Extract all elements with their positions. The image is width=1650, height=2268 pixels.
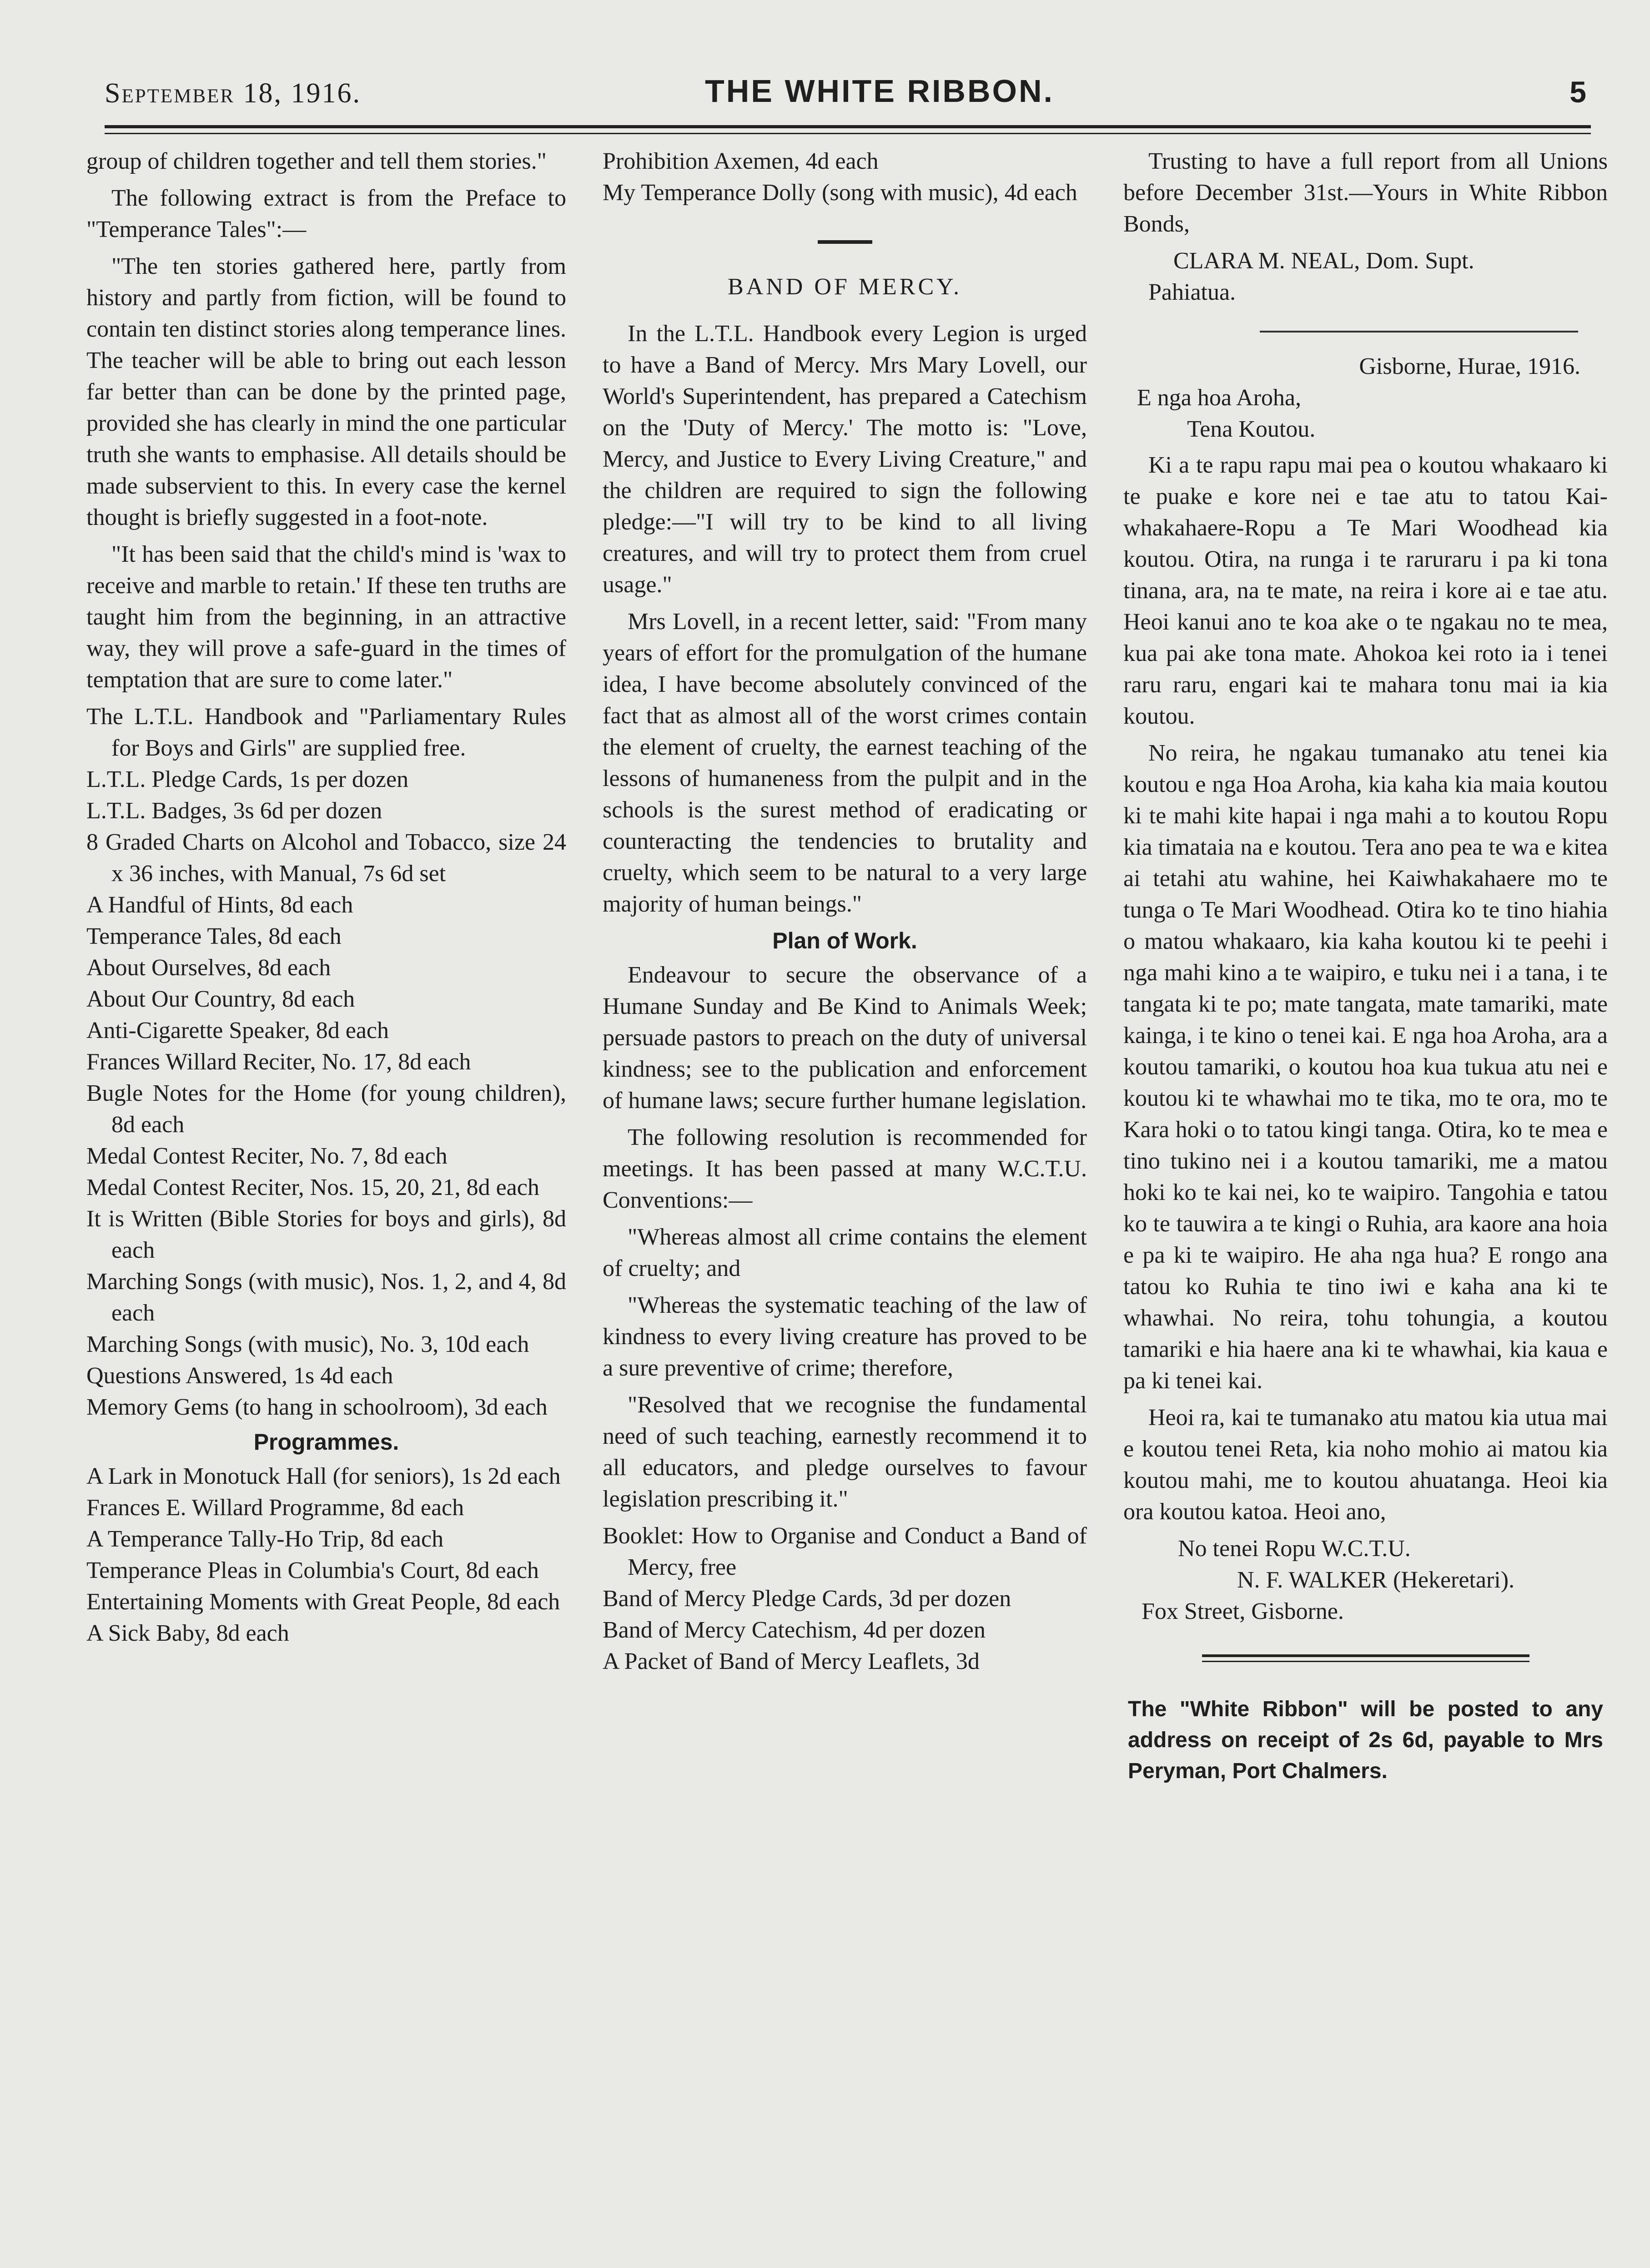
paragraph: "Whereas the systematic teaching of the law of kindness to every living creature has proved to be a sure preventive of crime; therefore, — [603, 1292, 1087, 1381]
paragraph: Mrs Lovell, in a recent letter, said: "From many years of effort for the promulgation of the humane idea, I have become absolutely convinced of the fact that as almost all of the worst crimes contain the element of cruelty, the earnest teaching of the lessons of humaneness from the pulpit and in the schools is the surest method of eradicating or counteracting the tendencies to brutality and cruelty, which seem to be natural to a very large majority of human beings." — [603, 609, 1087, 917]
signature-line: No tenei Ropu W.C.T.U. — [1178, 1536, 1411, 1562]
masthead-title: THE WHITE RIBBON. — [705, 73, 1054, 109]
paragraph: "Resolved that we recognise the fundamental need of such teaching, earnestly recommend it to all educators, and pledge ourselves to favour legislation prescribing it." — [603, 1392, 1087, 1512]
page-header — [105, 68, 1591, 123]
letter-greeting: E nga hoa Aroha, — [1137, 385, 1302, 411]
list-item: Marching Songs (with music), No. 3, 10d each — [86, 1331, 529, 1357]
list-item: L.T.L. Pledge Cards, 1s per dozen — [86, 766, 409, 792]
paragraph: "It has been said that the child's mind is 'wax to receive and marble to retain.' If these ten truths are taught him from the beginning, in an attractive way, they will prove a safe-guard in the times of temptation that are sure to come later." — [86, 541, 566, 693]
notice-divider — [1202, 1654, 1529, 1662]
paragraph: The following extract is from the Preface to "Temperance Tales":— — [86, 185, 566, 242]
signature-name: CLARA M. NEAL, Dom. Supt. — [1173, 248, 1474, 274]
paragraph: "The ten stories gathered here, partly from history and partly from fiction, will be found to contain ten distinct stories along temperance lines. The teacher will be able to bring out each lesson far better than can be done by the printed page, provided she has clearly in mind the one particular truth she wants to emphasise. All details should be made subservient to this. In every case the kernel thought is briefly suggested in a foot-note. — [86, 253, 566, 530]
section-divider — [1260, 331, 1578, 333]
list-item: A Handful of Hints, 8d each — [86, 892, 353, 918]
subscription-notice: The "White Ribbon" will be posted to any address on receipt of 2s 6d, payable to Mrs Peryman, Port Chalmers. — [1128, 1697, 1603, 1783]
paragraph: Trusting to have a full report from all Unions before December 31st.—Yours in White Ribbon Bonds, — [1123, 148, 1608, 237]
header-rule — [105, 125, 1591, 134]
paragraph: The following resolution is recommended for meetings. It has been passed at many W.C.T.U. Conventions:— — [603, 1124, 1087, 1213]
price-list — [86, 701, 566, 1423]
list-item: Questions Answered, 1s 4d each — [86, 1363, 393, 1389]
list-item: A Packet of Band of Mercy Leaflets, 3d — [603, 1648, 980, 1674]
paragraph: Endeavour to secure the observance of a Humane Sunday and Be Kind to Animals Week; persuade pastors to preach on the duty of universal kindness; see to the publication and enforcement of humane laws; secure further humane legislation. — [603, 962, 1087, 1114]
list-item: Frances Willard Reciter, No. 17, 8d each — [86, 1049, 471, 1075]
list-item: It is Written (Bible Stories for boys and girls), 8d each — [86, 1206, 566, 1263]
list-item: Anti-Cigarette Speaker, 8d each — [86, 1018, 389, 1043]
signature-place: Pahiatua. — [1148, 279, 1236, 305]
list-item: Memory Gems (to hang in schoolroom), 3d each — [86, 1394, 548, 1420]
list-item: A Lark in Monotuck Hall (for seniors), 1s 2d each — [86, 1463, 561, 1489]
list-item: Medal Contest Reciter, Nos. 15, 20, 21, 8d each — [86, 1174, 539, 1200]
list-item: My Temperance Dolly (song with music), 4d each — [603, 180, 1077, 206]
list-item: Band of Mercy Pledge Cards, 3d per dozen — [603, 1586, 1011, 1612]
list-item: About Our Country, 8d each — [86, 986, 355, 1012]
page-number: 5 — [1570, 75, 1586, 109]
list-item: About Ourselves, 8d each — [86, 955, 331, 981]
list-item: Prohibition Axemen, 4d each — [603, 148, 879, 174]
letter-greeting: Tena Koutou. — [1187, 416, 1316, 442]
paragraph: In the L.T.L. Handbook every Legion is urged to have a Band of Mercy. Mrs Mary Lovell, our World's Superintendent, has prepared a Catechism on the 'Duty of Mercy.' The motto is: "Love, Mercy, and Justice to Every Living Creature," and the children are required to sign the following pledge:—"I will try to be kind to all living creatures, and will try to protect them from cruel usage." — [603, 321, 1087, 598]
letter-dateline: Gisborne, Hurae, 1916. — [1359, 353, 1580, 379]
list-item: Bugle Notes for the Home (for young children), 8d each — [86, 1080, 566, 1138]
section-heading-programmes: Programmes. — [253, 1429, 399, 1455]
list-item: A Temperance Tally-Ho Trip, 8d each — [86, 1526, 444, 1552]
list-item: Temperance Pleas in Columbia's Court, 8d each — [86, 1557, 539, 1583]
section-heading-band-of-mercy: BAND OF MERCY. — [727, 274, 962, 300]
column-middle — [603, 146, 1087, 1677]
programmes-list — [86, 1461, 566, 1649]
list-item: Booklet: How to Organise and Conduct a Band of Mercy, free — [603, 1523, 1087, 1580]
list-item: Temperance Tales, 8d each — [86, 923, 342, 949]
paragraph: group of children together and tell them stories." — [86, 148, 547, 174]
list-item: Band of Mercy Catechism, 4d per dozen — [603, 1617, 986, 1643]
column-right — [1123, 146, 1608, 1787]
issue-date: September 18, 1916. — [105, 78, 362, 109]
paragraph: Heoi ra, kai te tumanako atu matou kia utua mai e koutou tenei Reta, kia noho mohio ai matou kia koutou mahi, me to koutou ahuatanga. Heoi kia ora koutou katoa. Heoi ano, — [1123, 1405, 1608, 1525]
list-item: Marching Songs (with music), Nos. 1, 2, and 4, 8d each — [86, 1269, 566, 1326]
paragraph: "Whereas almost all crime contains the element of cruelty; and — [603, 1224, 1087, 1281]
list-item: The L.T.L. Handbook and "Parliamentary Rules for Boys and Girls" are supplied free. — [86, 704, 566, 761]
section-heading-plan-of-work: Plan of Work. — [772, 928, 917, 953]
paragraph: No reira, he ngakau tumanako atu tenei kia koutou e nga Hoa Aroha, kia kaha kia maia koutou ki te mahi kite hapai i nga mahi a to koutou Ropu kia timataia na e koutou. Tera ano pea te wa e kitea ai tetahi atu wahine, hei Kaiwhakahaere mo te tunga o Te Mari Woodhead. Otira ko te tino hiahia o matou whakaaro, kia kaha koutou ki te peehi i nga mahi kino a te waipiro, e tuku nei i a tana, i te tangata ki te po; mate tangata, mate tamariki, mate kainga, i te kino o tenei kai. E nga hoa Aroha, ara a koutou tamariki, o koutou hoa kua tukua atu nei e koutou ki te whawhai mo te tika, mo te ora, mo te Kara hoki o to tatou kingi tanga. Otira, ko te mea e tino tukino nei i a koutou tamariki, me a matou hoki ko te kai nei, ko te waipiro. Tangohia e tatou ko te tauwira a te kingi o Ruhia, ara kaore ana hoia e pa ki te waipiro. He aha nga hua? E rongo ana tatou ko Ruhia te tino iwi e kaha ana ki te whawhai. No reira, tohu tohungia, a koutou tamariki e hia haere ana ki te whawhai, kia kaua e pa ki tenei kai. — [1123, 740, 1608, 1394]
section-divider — [818, 240, 872, 244]
signature-place: Fox Street, Gisborne. — [1142, 1598, 1344, 1624]
list-item: L.T.L. Badges, 3s 6d per dozen — [86, 798, 382, 824]
list-item: Medal Contest Reciter, No. 7, 8d each — [86, 1143, 448, 1169]
paragraph: Ki a te rapu rapu mai pea o koutou whakaaro ki te puake e kore nei e tae atu to tatou Kai-whakahaere-Ropu a Te Mari Woodhead kia koutou. Otira, na runga i te raruraru i pa ki tona tinana, ara, na te mate, na reira i kore ai e tae atu. Heoi kanui ano te koa ake o te ngakau no te mea, kua pai ake tona mate. Ahokoa kei roto ia i tenei raru raru, engari kai te mahara tonu mai ia kia koutou. — [1123, 452, 1608, 729]
list-item: 8 Graded Charts on Alcohol and Tobacco, size 24 x 36 inches, with Manual, 7s 6d set — [86, 829, 566, 887]
column-left — [86, 146, 566, 1649]
list-item: A Sick Baby, 8d each — [86, 1620, 289, 1646]
list-item: Entertaining Moments with Great People, 8d each — [86, 1589, 560, 1615]
list-item: Frances E. Willard Programme, 8d each — [86, 1495, 464, 1521]
signature-name: N. F. WALKER (Hekeretari). — [1237, 1567, 1515, 1593]
